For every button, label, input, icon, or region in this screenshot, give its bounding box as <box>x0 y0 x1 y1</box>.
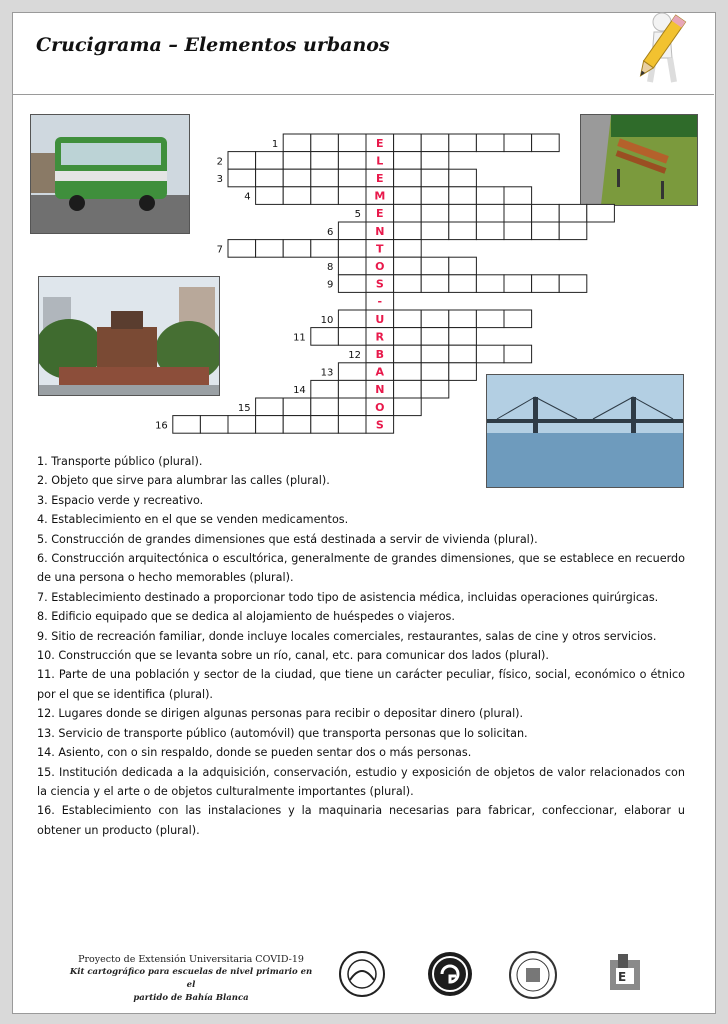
crossword-cell <box>311 169 339 187</box>
crossword-cell <box>338 257 366 275</box>
crossword-cell <box>256 152 284 170</box>
crossword-cell <box>338 152 366 170</box>
hidden-word-letter: N <box>375 224 385 238</box>
crossword-cell <box>421 257 449 275</box>
clue-number-label: 8 <box>327 262 334 273</box>
crossword-cell <box>449 257 477 275</box>
hidden-word-letter: S <box>375 277 384 291</box>
clue-number-label: 10 <box>320 314 334 326</box>
hidden-word-letter: N <box>375 383 385 397</box>
hidden-word-letter: R <box>375 330 385 344</box>
clue-number-label: 1 <box>271 138 279 150</box>
page-title: Crucigrama – Elementos urbanos <box>36 34 390 56</box>
crossword-cell <box>449 204 477 222</box>
crossword-cell <box>283 152 311 170</box>
crossword-cell <box>476 345 504 363</box>
clue-item: 12. Lugares donde se dirigen algunas personas para recibir o depositar dinero (plural). <box>37 707 524 721</box>
crossword-cell <box>311 134 339 152</box>
clue-item: 9. Sitio de recreación familiar, donde incluye locales comerciales, restaurantes, salas de cine y otros servicios. <box>37 629 657 643</box>
clue-number-label: 3 <box>216 174 223 185</box>
crossword-cell <box>504 204 532 222</box>
crossword-cell <box>200 416 228 434</box>
crossword-cell <box>394 363 422 381</box>
crossword-cell <box>283 398 311 416</box>
crossword-cell <box>532 275 560 293</box>
crossword-cell <box>338 134 366 152</box>
crossword-cell <box>504 187 532 205</box>
crossword-cell <box>476 204 504 222</box>
crossword-cell <box>311 398 339 416</box>
crossword-cell <box>283 240 311 258</box>
hidden-word-letter: L <box>376 154 384 168</box>
clue-item: 5. Construcción de grandes dimensiones que está destinada a servir de vivienda (plural). <box>37 532 538 546</box>
hidden-word-letter: E <box>376 136 384 150</box>
crossword-cell <box>338 380 366 398</box>
crossword-cell <box>338 222 366 240</box>
crossword-cell <box>504 345 532 363</box>
clue-number-label: 11 <box>293 332 306 344</box>
crossword-cell <box>394 187 422 205</box>
crossword-cell <box>338 310 366 328</box>
crossword-cell <box>256 169 284 187</box>
crossword-cell <box>559 204 587 222</box>
clue-item: 11. Parte de una población y sector de la ciudad, que tiene un carácter peculiar, físico, social, económico o étnico por el que se identifica (plural). <box>37 668 685 701</box>
crossword-cell <box>421 275 449 293</box>
clue-item: 8. Edificio equipado que se dedica al alojamiento de huéspedes o viajeros. <box>37 610 455 624</box>
footer-kit-line: Kit cartográfico para escuelas de nivel primario en el <box>69 967 313 990</box>
crossword-cell <box>338 275 366 293</box>
hidden-word-letter: O <box>375 400 385 414</box>
clue-item: 16. Establecimiento con las instalaciones y la maquinaria necesarias para fabricar, confeccionar, elaborar u obtener un producto (plural). <box>37 804 685 837</box>
clue-number-label: 2 <box>216 156 223 168</box>
crossword-cell <box>449 134 477 152</box>
clue-item: 1. Transporte público (plural). <box>37 455 203 468</box>
crossword-cell <box>449 310 477 328</box>
crossword-cell <box>504 310 532 328</box>
crossword-cell <box>421 152 449 170</box>
crossword-cell <box>476 134 504 152</box>
clue-item: 13. Servicio de transporte público (automóvil) que transporta personas que lo solicitan. <box>37 726 528 740</box>
clue-number-label: 12 <box>348 350 361 361</box>
clue-number-label: 9 <box>327 279 334 291</box>
crossword-cell <box>394 328 422 346</box>
crossword-cell <box>338 240 366 258</box>
crossword-cell <box>338 363 366 381</box>
crossword-cell <box>504 134 532 152</box>
crossword-cell <box>421 380 449 398</box>
crossword-cell <box>311 152 339 170</box>
crossword-cell <box>559 275 587 293</box>
clue-item: 14. Asiento, con o sin respaldo, donde se pueden sentar dos o más personas. <box>37 746 472 760</box>
crossword-cell <box>394 345 422 363</box>
footer-district-line: partido de Bahía Blanca <box>133 993 249 1003</box>
crossword-cell <box>256 398 284 416</box>
crossword-cell <box>421 345 449 363</box>
crossword-cell <box>532 222 560 240</box>
clue-number-label: 7 <box>216 244 223 256</box>
crossword-cell <box>228 152 256 170</box>
crossword-cell <box>504 275 532 293</box>
crossword-cell <box>421 169 449 187</box>
clue-item: 6. Construcción arquitectónica o escultórica, generalmente de grandes dimensiones, que se establece en recuerdo de una persona o hecho memorables (plural). <box>37 552 685 585</box>
crossword-cell <box>256 416 284 434</box>
clue-item: 15. Institución dedicada a la adquisición, conservación, estudio y exposición de objetos de valor relacionados con la ciencia y el arte o de objetos culturalmente importantes (plural). <box>37 765 685 798</box>
crossword-cell <box>338 169 366 187</box>
crossword-cell <box>532 134 560 152</box>
crossword-cell <box>421 187 449 205</box>
crossword-cell <box>449 169 477 187</box>
clue-item: 10. Construcción que se levanta sobre un río, canal, etc. para comunicar dos lados (plural). <box>37 649 549 663</box>
crossword-cell <box>338 416 366 434</box>
crossword-cell <box>394 275 422 293</box>
hidden-word-letter: M <box>374 189 386 203</box>
crossword-cell <box>311 416 339 434</box>
clue-number-label: 15 <box>237 402 251 414</box>
crossword-cell <box>394 222 422 240</box>
crossword-cell <box>449 222 477 240</box>
footer-credit <box>66 953 316 1005</box>
crossword-cell <box>559 222 587 240</box>
crossword-cell <box>394 169 422 187</box>
crossword-cell <box>421 134 449 152</box>
crossword-cell <box>256 187 284 205</box>
hidden-word-letter: S <box>375 418 384 432</box>
crossword-cell <box>283 169 311 187</box>
clue-number-label: 16 <box>155 420 168 432</box>
crossword-cell <box>228 416 256 434</box>
clue-item: 2. Objeto que sirve para alumbrar las calles (plural). <box>37 474 330 488</box>
crossword-cell <box>394 380 422 398</box>
crossword-cell <box>504 222 532 240</box>
crossword-cell <box>283 416 311 434</box>
crossword-cell <box>421 222 449 240</box>
crossword-cell <box>338 398 366 416</box>
crossword-cell <box>338 328 366 346</box>
crossword-cell <box>476 310 504 328</box>
hidden-word-letter: O <box>375 260 385 273</box>
crossword-cell <box>311 328 339 346</box>
crossword-cell <box>311 240 339 258</box>
clue-item: 3. Espacio verde y recreativo. <box>37 493 204 507</box>
clue-item: 4. Establecimiento en el que se venden medicamentos. <box>37 513 349 527</box>
crossword-cell <box>283 187 311 205</box>
crossword-cell <box>311 380 339 398</box>
hidden-word-letter: A <box>375 365 385 379</box>
crossword-cell <box>394 204 422 222</box>
crossword-cell <box>228 169 256 187</box>
crossword-cell <box>587 204 615 222</box>
crossword-cell <box>283 134 311 152</box>
crossword-cell <box>532 204 560 222</box>
hidden-word-letter: T <box>376 242 384 256</box>
crossword-cell <box>421 204 449 222</box>
crossword-cell <box>449 363 477 381</box>
clue-number-label: 6 <box>327 226 334 238</box>
crossword-cell <box>173 416 201 434</box>
crossword-cell <box>449 345 477 363</box>
hidden-word-letter: U <box>375 312 385 326</box>
crossword-cell <box>228 240 256 258</box>
hidden-word-letter: E <box>376 207 384 221</box>
crossword-cell <box>449 328 477 346</box>
university-seal-logo <box>508 950 558 1000</box>
hidden-word-letter: B <box>375 348 384 361</box>
svg-text:E: E <box>618 970 627 984</box>
crossword-cell <box>394 152 422 170</box>
crossword-cell <box>476 275 504 293</box>
crossword-cell <box>394 310 422 328</box>
footer-project-line: Proyecto de Extensión Universitaria COVID-19 <box>78 954 304 965</box>
crossword-cell <box>338 187 366 205</box>
hidden-word-letter: E <box>376 172 384 185</box>
clue-number-label: 5 <box>354 209 361 221</box>
crossword-cell <box>394 134 422 152</box>
crossword-cell <box>421 310 449 328</box>
department-logo <box>426 950 474 998</box>
crossword-cell <box>394 398 422 416</box>
crossword-grid <box>0 0 728 450</box>
clue-item: 7. Establecimiento destinado a proporcionar todo tipo de asistencia médica, incluidas operaciones quirúrgicas. <box>37 590 659 604</box>
clue-number-label: 4 <box>244 191 251 203</box>
university-logo-1 <box>338 950 386 998</box>
crossword-cell <box>421 363 449 381</box>
crossword-cell <box>476 187 504 205</box>
crossword-cell <box>256 240 284 258</box>
crossword-cell <box>476 222 504 240</box>
clue-number-label: 14 <box>293 385 306 397</box>
clue-list <box>37 452 685 840</box>
crossword-cell <box>449 187 477 205</box>
crossword-cell <box>311 187 339 205</box>
crossword-cell <box>449 275 477 293</box>
institution-logo <box>604 950 648 996</box>
crossword-cell <box>421 328 449 346</box>
crossword-cell <box>394 257 422 275</box>
clue-number-label: 13 <box>320 367 334 379</box>
crossword-cell <box>394 240 422 258</box>
hidden-word-letter: - <box>377 295 383 309</box>
